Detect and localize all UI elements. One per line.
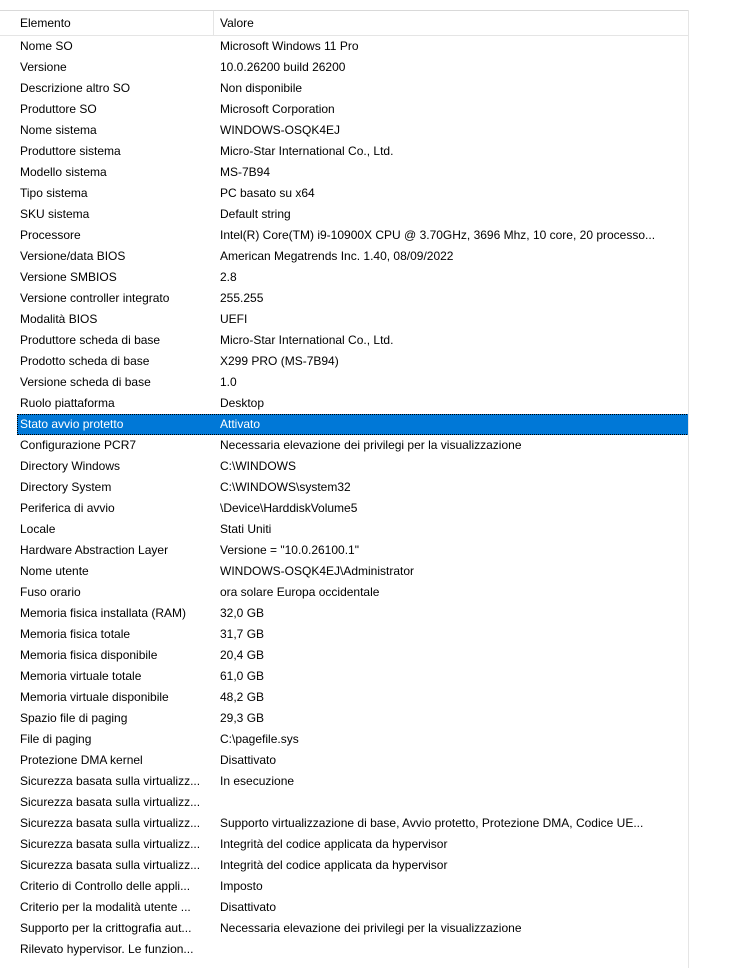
row-element-cell: Prodotto scheda di base: [20, 354, 150, 368]
row-value-cell: C:\pagefile.sys: [220, 732, 299, 746]
row-element-cell: Produttore sistema: [20, 144, 121, 158]
table-row[interactable]: [0, 309, 689, 330]
table-row[interactable]: [0, 687, 689, 708]
row-value-cell: Micro-Star International Co., Ltd.: [220, 333, 394, 347]
row-element-cell: Locale: [20, 522, 56, 536]
table-row[interactable]: [0, 162, 689, 183]
row-value-cell: Default string: [220, 207, 291, 221]
column-header-element[interactable]: Elemento: [14, 11, 214, 35]
row-value-cell: Micro-Star International Co., Ltd.: [220, 144, 394, 158]
row-element-cell: Modello sistema: [20, 165, 107, 179]
table-row[interactable]: [0, 645, 689, 666]
row-value-cell: Non disponibile: [220, 81, 303, 95]
table-row[interactable]: [0, 246, 689, 267]
row-element-cell: Supporto per la crittografia aut...: [20, 921, 192, 935]
row-value-cell: Microsoft Windows 11 Pro: [220, 39, 359, 53]
table-row[interactable]: [0, 477, 689, 498]
row-value-cell: Supporto virtualizzazione di base, Avvio protetto, Protezione DMA, Codice UE...: [220, 816, 644, 830]
row-element-cell: Descrizione altro SO: [20, 81, 131, 95]
row-value-cell: [220, 939, 684, 960]
table-row[interactable]: [0, 897, 689, 918]
row-value-cell: 20,4 GB: [220, 648, 265, 662]
row-value-cell: 255.255: [220, 291, 264, 305]
row-value-cell: WINDOWS-OSQK4EJ: [220, 123, 341, 137]
row-element-cell: Configurazione PCR7: [20, 438, 137, 452]
row-element-cell: Versione controller integrato: [20, 291, 170, 305]
row-value-cell: PC basato su x64: [220, 186, 315, 200]
table-row[interactable]: [0, 771, 689, 792]
row-value-cell: Integrità del codice applicata da hypervisor: [220, 858, 448, 872]
row-value-cell: In esecuzione: [220, 774, 295, 788]
row-element-cell: Sicurezza basata sulla virtualizz...: [20, 795, 201, 809]
system-summary-list: [0, 36, 689, 960]
table-row[interactable]: [0, 183, 689, 204]
row-value-cell: 48,2 GB: [220, 690, 265, 704]
row-element-cell: Memoria virtuale totale: [20, 669, 142, 683]
row-value-cell: Stati Uniti: [220, 522, 272, 536]
row-value-cell: 29,3 GB: [220, 711, 265, 725]
table-row[interactable]: [0, 792, 689, 813]
row-element-cell: Ruolo piattaforma: [20, 396, 115, 410]
table-row[interactable]: [0, 666, 689, 687]
row-value-cell: C:\WINDOWS\system32: [220, 480, 351, 494]
row-element-cell: Versione SMBIOS: [20, 270, 117, 284]
row-element-cell: Memoria fisica disponibile: [20, 648, 158, 662]
table-row[interactable]: [0, 330, 689, 351]
row-element-cell: Stato avvio protetto: [20, 417, 124, 431]
row-value-cell: Disattivato: [220, 900, 277, 914]
table-row[interactable]: [0, 78, 689, 99]
row-element-cell: Spazio file di paging: [20, 711, 128, 725]
row-element-cell: Sicurezza basata sulla virtualizz...: [20, 816, 201, 830]
table-row[interactable]: [0, 393, 689, 414]
table-row[interactable]: [0, 498, 689, 519]
table-row[interactable]: [0, 519, 689, 540]
row-element-cell: Versione: [20, 60, 67, 74]
row-value-cell: 31,7 GB: [220, 627, 265, 641]
table-row[interactable]: [0, 603, 689, 624]
table-row[interactable]: [0, 204, 689, 225]
table-row[interactable]: [0, 120, 689, 141]
row-element-cell: Criterio per la modalità utente ...: [20, 900, 191, 914]
table-row[interactable]: [0, 918, 689, 939]
row-element-cell: Fuso orario: [20, 585, 81, 599]
list-header: [0, 11, 689, 36]
row-value-cell: Microsoft Corporation: [220, 102, 335, 116]
table-row[interactable]: [0, 561, 689, 582]
table-row[interactable]: [0, 267, 689, 288]
table-row[interactable]: [0, 855, 689, 876]
row-value-cell: Necessaria elevazione dei privilegi per la visualizzazione: [220, 921, 522, 935]
row-value-cell: UEFI: [220, 312, 248, 326]
table-row[interactable]: [0, 540, 689, 561]
row-element-cell: SKU sistema: [20, 207, 90, 221]
table-row[interactable]: [0, 435, 689, 456]
row-value-cell: ora solare Europa occidentale: [220, 585, 380, 599]
row-element-cell: Nome utente: [20, 564, 89, 578]
row-element-cell: Periferica di avvio: [20, 501, 115, 515]
row-value-cell: Integrità del codice applicata da hypervisor: [220, 837, 448, 851]
row-element-cell: Sicurezza basata sulla virtualizz...: [20, 837, 201, 851]
table-row[interactable]: [0, 36, 689, 57]
table-row[interactable]: [0, 624, 689, 645]
row-value-cell: Imposto: [220, 879, 263, 893]
row-value-cell: 32,0 GB: [220, 606, 265, 620]
row-element-cell: Modalità BIOS: [20, 312, 98, 326]
column-header-value[interactable]: Valore: [220, 16, 254, 30]
row-value-cell: 2.8: [220, 270, 237, 284]
row-value-cell: American Megatrends Inc. 1.40, 08/09/2022: [220, 249, 454, 263]
row-value-cell: C:\WINDOWS: [220, 459, 296, 473]
row-element-cell: Versione/data BIOS: [20, 249, 126, 263]
table-row[interactable]: [0, 372, 689, 393]
row-value-cell: \Device\HarddiskVolume5: [220, 501, 358, 515]
table-row[interactable]: [0, 141, 689, 162]
row-value-cell: Desktop: [220, 396, 265, 410]
row-value-cell: MS-7B94: [220, 165, 271, 179]
table-row[interactable]: [0, 225, 689, 246]
row-element-cell: Produttore SO: [20, 102, 97, 116]
table-row[interactable]: [0, 876, 689, 897]
table-row[interactable]: [0, 456, 689, 477]
table-row[interactable]: [0, 288, 689, 309]
table-row[interactable]: [0, 99, 689, 120]
table-row[interactable]: [0, 729, 689, 750]
table-row[interactable]: [0, 708, 689, 729]
row-element-cell: Tipo sistema: [20, 186, 88, 200]
row-value-cell: WINDOWS-OSQK4EJ\Administrator: [220, 564, 415, 578]
table-row[interactable]: [0, 351, 689, 372]
row-element-cell: Rilevato hypervisor. Le funzion...: [20, 942, 194, 956]
row-element-cell: Nome sistema: [20, 123, 97, 137]
row-element-cell: Directory System: [20, 480, 112, 494]
row-value-cell: Necessaria elevazione dei privilegi per la visualizzazione: [220, 438, 522, 452]
table-row[interactable]: [0, 57, 689, 78]
row-value-cell: X299 PRO (MS-7B94): [220, 354, 339, 368]
row-value-cell: 61,0 GB: [220, 669, 265, 683]
row-value-cell: Disattivato: [220, 753, 277, 767]
row-element-cell: Hardware Abstraction Layer: [20, 543, 169, 557]
row-value-cell: Intel(R) Core(TM) i9-10900X CPU @ 3.70GHz, 3696 Mhz, 10 core, 20 processo...: [220, 228, 656, 242]
table-row[interactable]: [0, 813, 689, 834]
row-element-cell: Memoria fisica installata (RAM): [20, 606, 187, 620]
row-value-cell: Attivato: [220, 417, 261, 431]
row-element-cell: Nome SO: [20, 39, 73, 53]
row-value-cell: 1.0: [220, 375, 237, 389]
table-row[interactable]: [0, 750, 689, 771]
row-element-cell: Versione scheda di base: [20, 375, 151, 389]
row-element-cell: Memoria fisica totale: [20, 627, 131, 641]
row-element-cell: Directory Windows: [20, 459, 121, 473]
row-element-cell: Sicurezza basata sulla virtualizz...: [20, 774, 201, 788]
row-element-cell: Produttore scheda di base: [20, 333, 161, 347]
row-value-cell: [220, 792, 684, 813]
right-panel-edge: [688, 10, 731, 968]
row-element-cell: Memoria virtuale disponibile: [20, 690, 169, 704]
window-top-edge: [0, 0, 731, 11]
row-value-cell: Versione = "10.0.26100.1": [220, 543, 359, 557]
row-element-cell: Criterio di Controllo delle appli...: [20, 879, 191, 893]
table-row[interactable]: [0, 939, 689, 960]
row-element-cell: Processore: [20, 228, 81, 242]
row-element-cell: Sicurezza basata sulla virtualizz...: [20, 858, 201, 872]
table-row-selected[interactable]: [17, 414, 689, 435]
table-row[interactable]: [0, 834, 689, 855]
table-row[interactable]: [0, 582, 689, 603]
row-value-cell: 10.0.26200 build 26200: [220, 60, 346, 74]
row-element-cell: Protezione DMA kernel: [20, 753, 143, 767]
row-element-cell: File di paging: [20, 732, 92, 746]
